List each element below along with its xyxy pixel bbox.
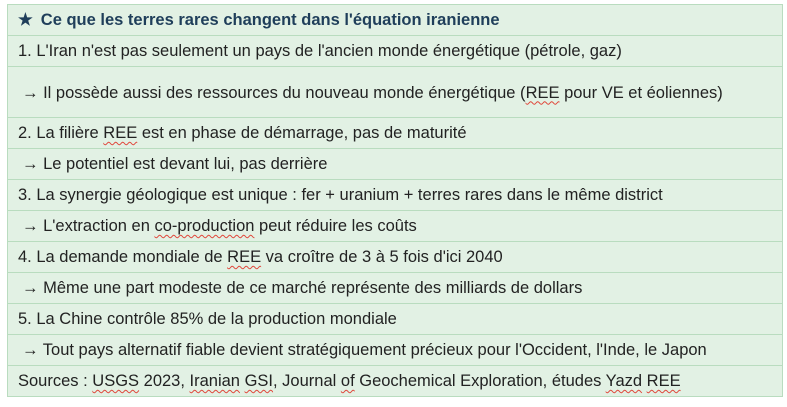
table-cell: [8, 335, 783, 366]
sources-text: , Journal: [273, 372, 341, 390]
table-cell: [8, 304, 783, 335]
table-cell: [8, 149, 783, 180]
sources-cell: [8, 366, 783, 397]
table-row-point-1: [8, 36, 783, 67]
row-text: 4. La demande mondiale de: [18, 248, 228, 266]
row-text: 2. La filière: [18, 124, 104, 142]
row-text: → Tout pays alternatif fiable devient stratégiquement précieux pour l'Occident, l'Inde, le Japon: [22, 341, 707, 359]
row-text: 1. L'Iran n'est pas seulement un pays de l'ancien monde énergétique (pétrole, gaz): [18, 42, 622, 60]
row-text: est en phase de démarrage, pas de maturité: [137, 124, 467, 142]
spellcheck-word[interactable]: GSI: [244, 372, 274, 390]
table-row-point-2: [8, 118, 783, 149]
table-row-point-4: [8, 242, 783, 273]
table-cell: [8, 180, 783, 211]
table-row-point-4-detail: [8, 273, 783, 304]
table-title-cell: [8, 5, 783, 36]
row-text: 5. La Chine contrôle 85% de la production mondiale: [18, 310, 397, 328]
spellcheck-word[interactable]: REE: [525, 83, 560, 102]
terres-rares-table: [7, 4, 783, 397]
spellcheck-word[interactable]: Yazd: [605, 372, 643, 390]
table-row-sources: [8, 366, 783, 397]
row-text: peut réduire les coûts: [254, 217, 417, 235]
table-cell: [8, 273, 783, 304]
table-cell: [8, 118, 783, 149]
table-row-point-3: [8, 180, 783, 211]
table-row-point-1-detail: [8, 67, 783, 118]
table-cell: [8, 36, 783, 67]
table-row-point-5: [8, 304, 783, 335]
spellcheck-word[interactable]: REE: [103, 124, 138, 142]
sources-text: Sources :: [18, 372, 93, 390]
spellcheck-word[interactable]: of: [340, 372, 355, 390]
sources-text: 2023,: [139, 372, 190, 390]
spellcheck-word[interactable]: USGS: [92, 372, 140, 390]
table-cell: [8, 67, 783, 118]
table-cell: [8, 211, 783, 242]
table-row-point-5-detail: [8, 335, 783, 366]
row-text: → Le potentiel est devant lui, pas derrière: [22, 155, 328, 173]
row-text: 3. La synergie géologique est unique : fer + uranium + terres rares dans le même district: [18, 186, 663, 204]
row-text: → L'extraction en: [22, 217, 155, 235]
row-text: → Il possède aussi des ressources du nouveau monde énergétique (: [22, 83, 526, 102]
table-title: Ce que les terres rares changent dans l'équation iranienne: [40, 11, 500, 29]
spellcheck-word[interactable]: Iranian: [189, 372, 240, 390]
table-row-point-2-detail: [8, 149, 783, 180]
star-icon: ★: [18, 11, 33, 29]
spellcheck-word[interactable]: REE: [227, 248, 262, 266]
row-text: va croître de 3 à 5 fois d'ici 2040: [261, 248, 503, 266]
spellcheck-word[interactable]: REE: [646, 372, 681, 390]
spellcheck-word[interactable]: co-production: [154, 217, 255, 235]
table-title-row: [8, 5, 783, 36]
row-text: → Même une part modeste de ce marché représente des milliards de dollars: [22, 279, 583, 297]
table-cell: [8, 242, 783, 273]
sources-text: Geochemical Exploration, études: [354, 372, 606, 390]
table-row-point-3-detail: [8, 211, 783, 242]
row-text: pour VE et éoliennes): [559, 83, 723, 102]
